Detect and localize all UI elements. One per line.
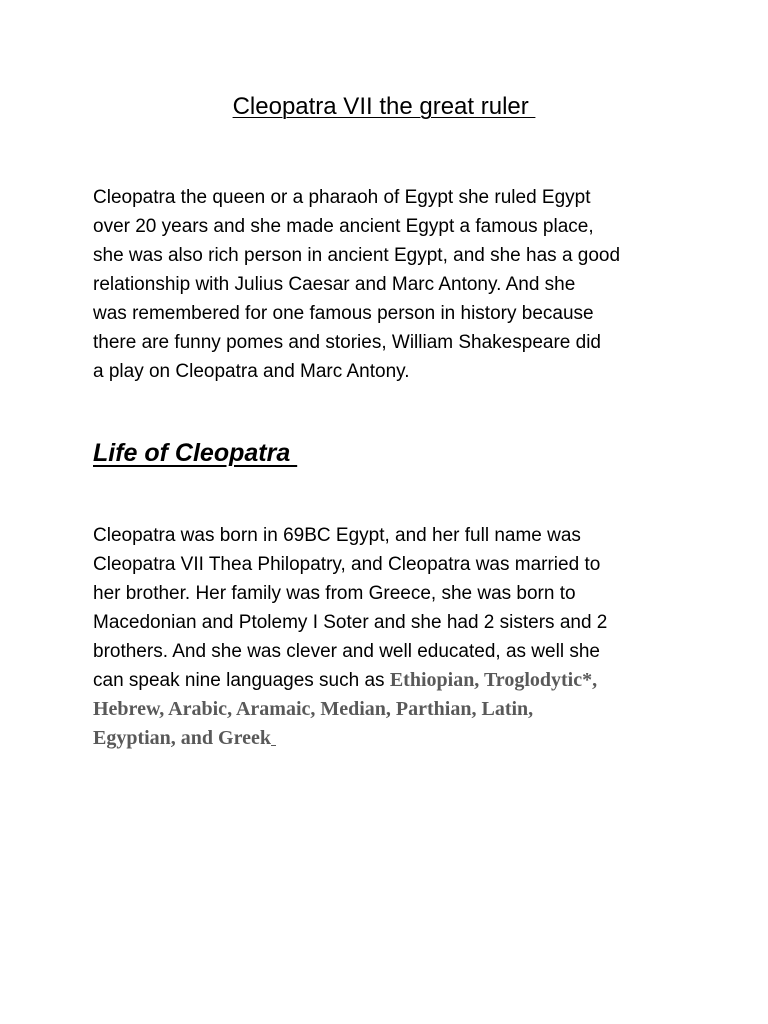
languages-intro-text: can speak nine languages such as (93, 670, 390, 691)
intro-line-2: over 20 years and she made ancient Egypt a famous place, (93, 216, 594, 237)
document-title-text: Cleopatra VII the great ruler (232, 93, 536, 120)
intro-line-1: Cleopatra the queen or a pharaoh of Egypt she ruled Egypt (93, 187, 591, 208)
intro-line-6: there are funny pomes and stories, William Shakespeare did (93, 332, 601, 353)
life-line-1: Cleopatra was born in 69BC Egypt, and her full name was (93, 525, 581, 546)
intro-paragraph (93, 183, 683, 386)
document-title (0, 90, 768, 124)
life-line-8 (93, 724, 683, 753)
life-line-4: Macedonian and Ptolemy I Soter and she had 2 sisters and 2 (93, 612, 608, 633)
languages-list-part-3: Egyptian, and Greek (93, 727, 271, 749)
life-line-5: brothers. And she was clever and well educated, as well she (93, 641, 600, 662)
intro-line-3: she was also rich person in ancient Egypt, and she has a good (93, 245, 621, 266)
section-heading-text: Life of Cleopatra (93, 439, 298, 467)
life-paragraph (93, 521, 683, 753)
section-heading (93, 436, 297, 470)
life-line-2: Cleopatra VII Thea Philopatry, and Cleopatra was married to (93, 554, 601, 575)
languages-list-part-2: Hebrew, Arabic, Aramaic, Median, Parthian, Latin, (93, 698, 534, 720)
intro-line-5: was remembered for one famous person in history because (93, 303, 594, 324)
life-line-3: her brother. Her family was from Greece, she was born to (93, 583, 576, 604)
life-line-6 (93, 666, 683, 695)
languages-list-trailer (271, 727, 276, 749)
intro-line-4: relationship with Julius Caesar and Marc Antony. And she (93, 274, 576, 295)
intro-line-7: a play on Cleopatra and Marc Antony. (93, 361, 410, 382)
languages-list-part-1: Ethiopian, Troglodytic*, (389, 669, 598, 691)
